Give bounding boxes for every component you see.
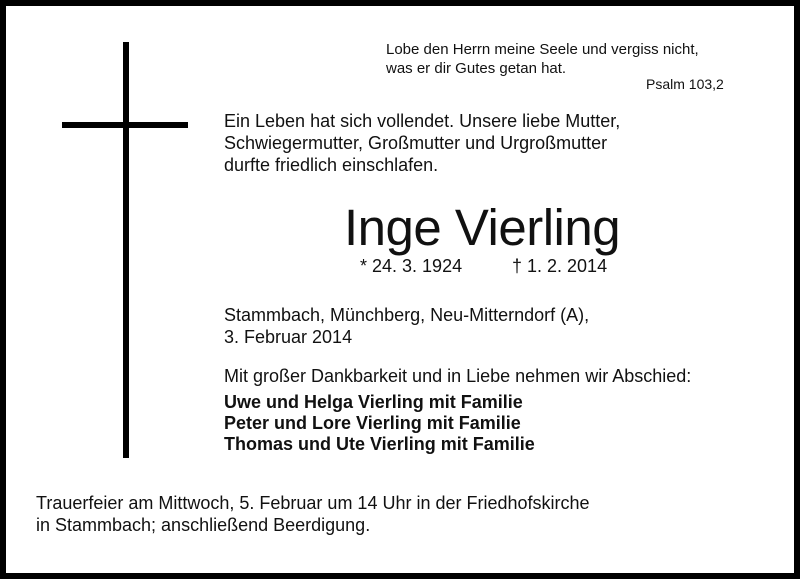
funeral-service-info bbox=[36, 492, 590, 536]
birth-date: * 24. 3. 1924 bbox=[360, 256, 463, 276]
bible-verse bbox=[386, 40, 699, 78]
deceased-name: Inge Vierling bbox=[344, 199, 621, 256]
verse-reference: Psalm 103,2 bbox=[646, 76, 724, 92]
intro-line: Ein Leben hat sich vollendet. Unsere liebe Mutter, bbox=[224, 111, 621, 131]
verse-line: Lobe den Herrn meine Seele und vergiss nicht, bbox=[386, 41, 699, 58]
intro-line: Schwiegermutter, Großmutter und Urgroßmutter bbox=[224, 133, 608, 153]
family-name: Thomas und Ute Vierling mit Familie bbox=[224, 434, 535, 454]
place-line: Stammbach, Münchberg, Neu-Mitterndorf (A), bbox=[224, 305, 590, 325]
date-line: 3. Februar 2014 bbox=[224, 327, 353, 347]
family-name: Uwe und Helga Vierling mit Familie bbox=[224, 392, 523, 412]
place-and-date bbox=[224, 304, 589, 348]
farewell-text: Mit großer Dankbarkeit und in Liebe nehmen wir Abschied: bbox=[224, 366, 692, 386]
service-line: Trauerfeier am Mittwoch, 5. Februar um 14 Uhr in der Friedhofskirche bbox=[36, 493, 590, 513]
verse-line: was er dir Gutes getan hat. bbox=[386, 60, 567, 77]
service-line: in Stammbach; anschließend Beerdigung. bbox=[36, 515, 371, 535]
cross-horizontal-bar bbox=[62, 122, 188, 128]
death-date: † 1. 2. 2014 bbox=[512, 256, 608, 276]
intro-text bbox=[224, 110, 620, 176]
intro-line: durfte friedlich einschlafen. bbox=[224, 155, 439, 175]
cross-vertical-bar bbox=[123, 42, 129, 458]
family-list bbox=[224, 392, 535, 455]
family-name: Peter und Lore Vierling mit Familie bbox=[224, 413, 521, 433]
